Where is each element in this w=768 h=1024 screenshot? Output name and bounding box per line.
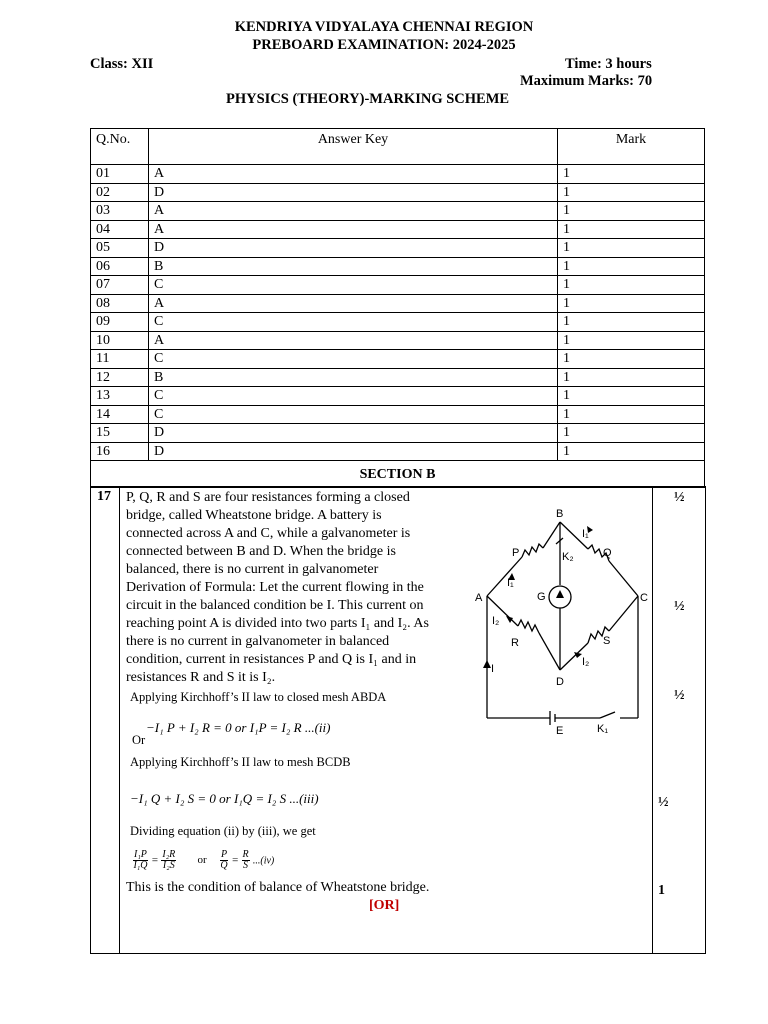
current-i1-label: I₁ <box>507 577 514 589</box>
resistor-q-label: Q <box>603 547 612 559</box>
q17-line: connected across A and C, while a galvanometer is <box>126 526 411 541</box>
q17-line: balanced, there is no current in galvanometer <box>126 562 379 577</box>
table-row <box>91 239 705 258</box>
qno-cell: 11 <box>91 350 149 369</box>
qno-cell: 07 <box>91 276 149 295</box>
section-b-row <box>91 461 705 488</box>
table-row <box>91 220 705 239</box>
q17-line: there is no current in galvanometer in balanced <box>126 634 390 649</box>
answer-cell: C <box>149 313 558 332</box>
q17-line: P, Q, R and S are four resistances forming a closed <box>126 490 410 505</box>
table-header-row <box>91 129 705 165</box>
table-row <box>91 331 705 350</box>
fraction: $\frac{\text{I₂R}}{\text{I₂S}}$ <box>162 849 176 871</box>
dividing-text: Dividing equation (ii) by (iii), we get <box>130 824 316 838</box>
table-row <box>91 405 705 424</box>
or-word: Or <box>132 733 146 747</box>
table-row <box>91 202 705 221</box>
answer-cell: C <box>149 387 558 406</box>
q17-line: reaching point A is divided into two parts I₁ and I₂. As <box>126 616 429 631</box>
max-marks-label: Maximum Marks: 70 <box>520 73 653 89</box>
mark-value: ½ <box>658 795 669 810</box>
resistor-s-label: S <box>603 635 611 647</box>
table-row <box>91 368 705 387</box>
table-row <box>91 442 705 461</box>
mark-cell: 1 <box>558 165 705 184</box>
mark-cell: 1 <box>558 405 705 424</box>
key-k2-label: K₂ <box>562 551 574 563</box>
qno-cell: 02 <box>91 183 149 202</box>
answer-cell: A <box>149 220 558 239</box>
equation-iii: −I₁ Q + I₂ S = 0 or I₁Q = I₂ S ...(iii) <box>130 791 319 806</box>
table-row <box>91 165 705 184</box>
q17-line: condition, current in resistances P and Q is I₁ and in <box>126 652 417 667</box>
node-d-label: D <box>556 676 564 688</box>
mark-cell: 1 <box>558 257 705 276</box>
table-row <box>91 424 705 443</box>
mark-cell: 1 <box>558 350 705 369</box>
table-row <box>91 183 705 202</box>
answer-cell: A <box>149 294 558 313</box>
current-i2-label: I₂ <box>492 615 500 627</box>
col-answer-header: Answer Key <box>149 129 558 165</box>
q17-line: Derivation of Formula: Let the current flowing in the <box>126 580 424 595</box>
kirchhoff-abda-text: Applying Kirchhoff’s II law to closed mesh ABDA <box>130 690 387 704</box>
answer-cell: A <box>149 331 558 350</box>
qno-cell: 16 <box>91 442 149 461</box>
resistor-r-label: R <box>511 637 519 649</box>
node-b-label: B <box>556 508 564 520</box>
qno-cell: 09 <box>91 313 149 332</box>
current-i-label: I <box>491 663 495 675</box>
current-i1-label: I₁ <box>582 528 589 540</box>
subject-title: PHYSICS (THEORY)-MARKING SCHEME <box>226 91 510 107</box>
mark-cell: 1 <box>558 220 705 239</box>
fraction: $\frac{\text{I₁P}}{\text{I₁Q}}$ <box>133 849 148 871</box>
answer-cell: D <box>149 239 558 258</box>
battery-e-label: E <box>556 725 564 737</box>
or-marker: [OR] <box>369 898 400 913</box>
mark-cell: 1 <box>558 387 705 406</box>
mark-value: 1 <box>658 883 665 898</box>
key-k1-label: K₁ <box>597 723 609 735</box>
exam-title: PREBOARD EXAMINATION: 2024-2025 <box>252 37 516 53</box>
answer-cell: D <box>149 442 558 461</box>
class-label: Class: XII <box>90 56 154 72</box>
mark-cell: 1 <box>558 368 705 387</box>
q17-line: connected between B and D. When the bridge is <box>126 544 396 559</box>
wheatstone-bridge-diagram <box>470 500 655 740</box>
col-mark-header: Mark <box>558 129 705 165</box>
fraction: $\frac{P}{Q}$ <box>220 849 228 871</box>
current-i2-label: I₂ <box>582 656 590 668</box>
node-a-label: A <box>475 592 483 604</box>
qno-cell: 14 <box>91 405 149 424</box>
table-row <box>91 313 705 332</box>
equation-iv: $\frac{\text{I₁P}}{\text{I₁Q}}$ = $\frac{\text{I₂R}}{\text{I₂S}}$ or $\frac{P}{Q}$ = $\frac{R}{S}$ ...(iv) <box>133 849 275 871</box>
col-qno-header: Q.No. <box>91 129 149 165</box>
q17-explanation <box>126 489 461 687</box>
school-name: KENDRIYA VIDYALAYA CHENNAI REGION <box>234 19 534 35</box>
node-c-label: C <box>640 592 648 604</box>
q17-divider-left <box>119 486 120 953</box>
q17-line: bridge, called Wheatstone bridge. A battery is <box>126 508 382 523</box>
answer-cell: A <box>149 165 558 184</box>
answer-cell: B <box>149 257 558 276</box>
answer-cell: C <box>149 405 558 424</box>
qno-cell: 08 <box>91 294 149 313</box>
fraction: $\frac{R}{S}$ <box>242 849 249 871</box>
q17-line: circuit in the balanced condition be I. This current on <box>126 598 424 613</box>
q17-number: 17 <box>97 489 111 504</box>
qno-cell: 05 <box>91 239 149 258</box>
answer-cell: B <box>149 368 558 387</box>
q17-line: resistances R and S it is I₂. <box>126 670 276 685</box>
mark-value: ½ <box>674 490 685 505</box>
qno-cell: 03 <box>91 202 149 221</box>
mark-cell: 1 <box>558 239 705 258</box>
mark-cell: 1 <box>558 313 705 332</box>
table-row <box>91 294 705 313</box>
time-label: Time: 3 hours <box>565 56 652 72</box>
mark-value: ½ <box>674 688 685 703</box>
answer-cell: A <box>149 202 558 221</box>
section-b-heading: SECTION B <box>91 461 705 488</box>
qno-cell: 04 <box>91 220 149 239</box>
resistor-p-label: P <box>512 547 520 559</box>
qno-cell: 13 <box>91 387 149 406</box>
kirchhoff-bcdb-text: Applying Kirchhoff’s II law to mesh BCDB <box>130 755 351 769</box>
qno-cell: 10 <box>91 331 149 350</box>
mark-value: ½ <box>674 599 685 614</box>
qno-cell: 15 <box>91 424 149 443</box>
answer-rows <box>91 165 705 461</box>
answer-cell: D <box>149 183 558 202</box>
qno-cell: 12 <box>91 368 149 387</box>
equation-ii: −I₁ P + I₂ R = 0 or I₁P = I₂ R ...(ii) <box>146 720 331 735</box>
conclusion-text: This is the condition of balance of Wheatstone bridge. <box>126 880 430 895</box>
qno-cell: 01 <box>91 165 149 184</box>
answer-cell: D <box>149 424 558 443</box>
mark-cell: 1 <box>558 202 705 221</box>
answer-cell: C <box>149 350 558 369</box>
mark-cell: 1 <box>558 183 705 202</box>
mark-cell: 1 <box>558 331 705 350</box>
table-row <box>91 387 705 406</box>
table-row <box>91 257 705 276</box>
answer-cell: C <box>149 276 558 295</box>
table-row <box>91 350 705 369</box>
qno-cell: 06 <box>91 257 149 276</box>
mark-cell: 1 <box>558 424 705 443</box>
answer-key-table <box>90 128 705 488</box>
mark-cell: 1 <box>558 294 705 313</box>
galvanometer-label: G <box>537 591 546 603</box>
mark-cell: 1 <box>558 276 705 295</box>
table-row <box>91 276 705 295</box>
mark-cell: 1 <box>558 442 705 461</box>
